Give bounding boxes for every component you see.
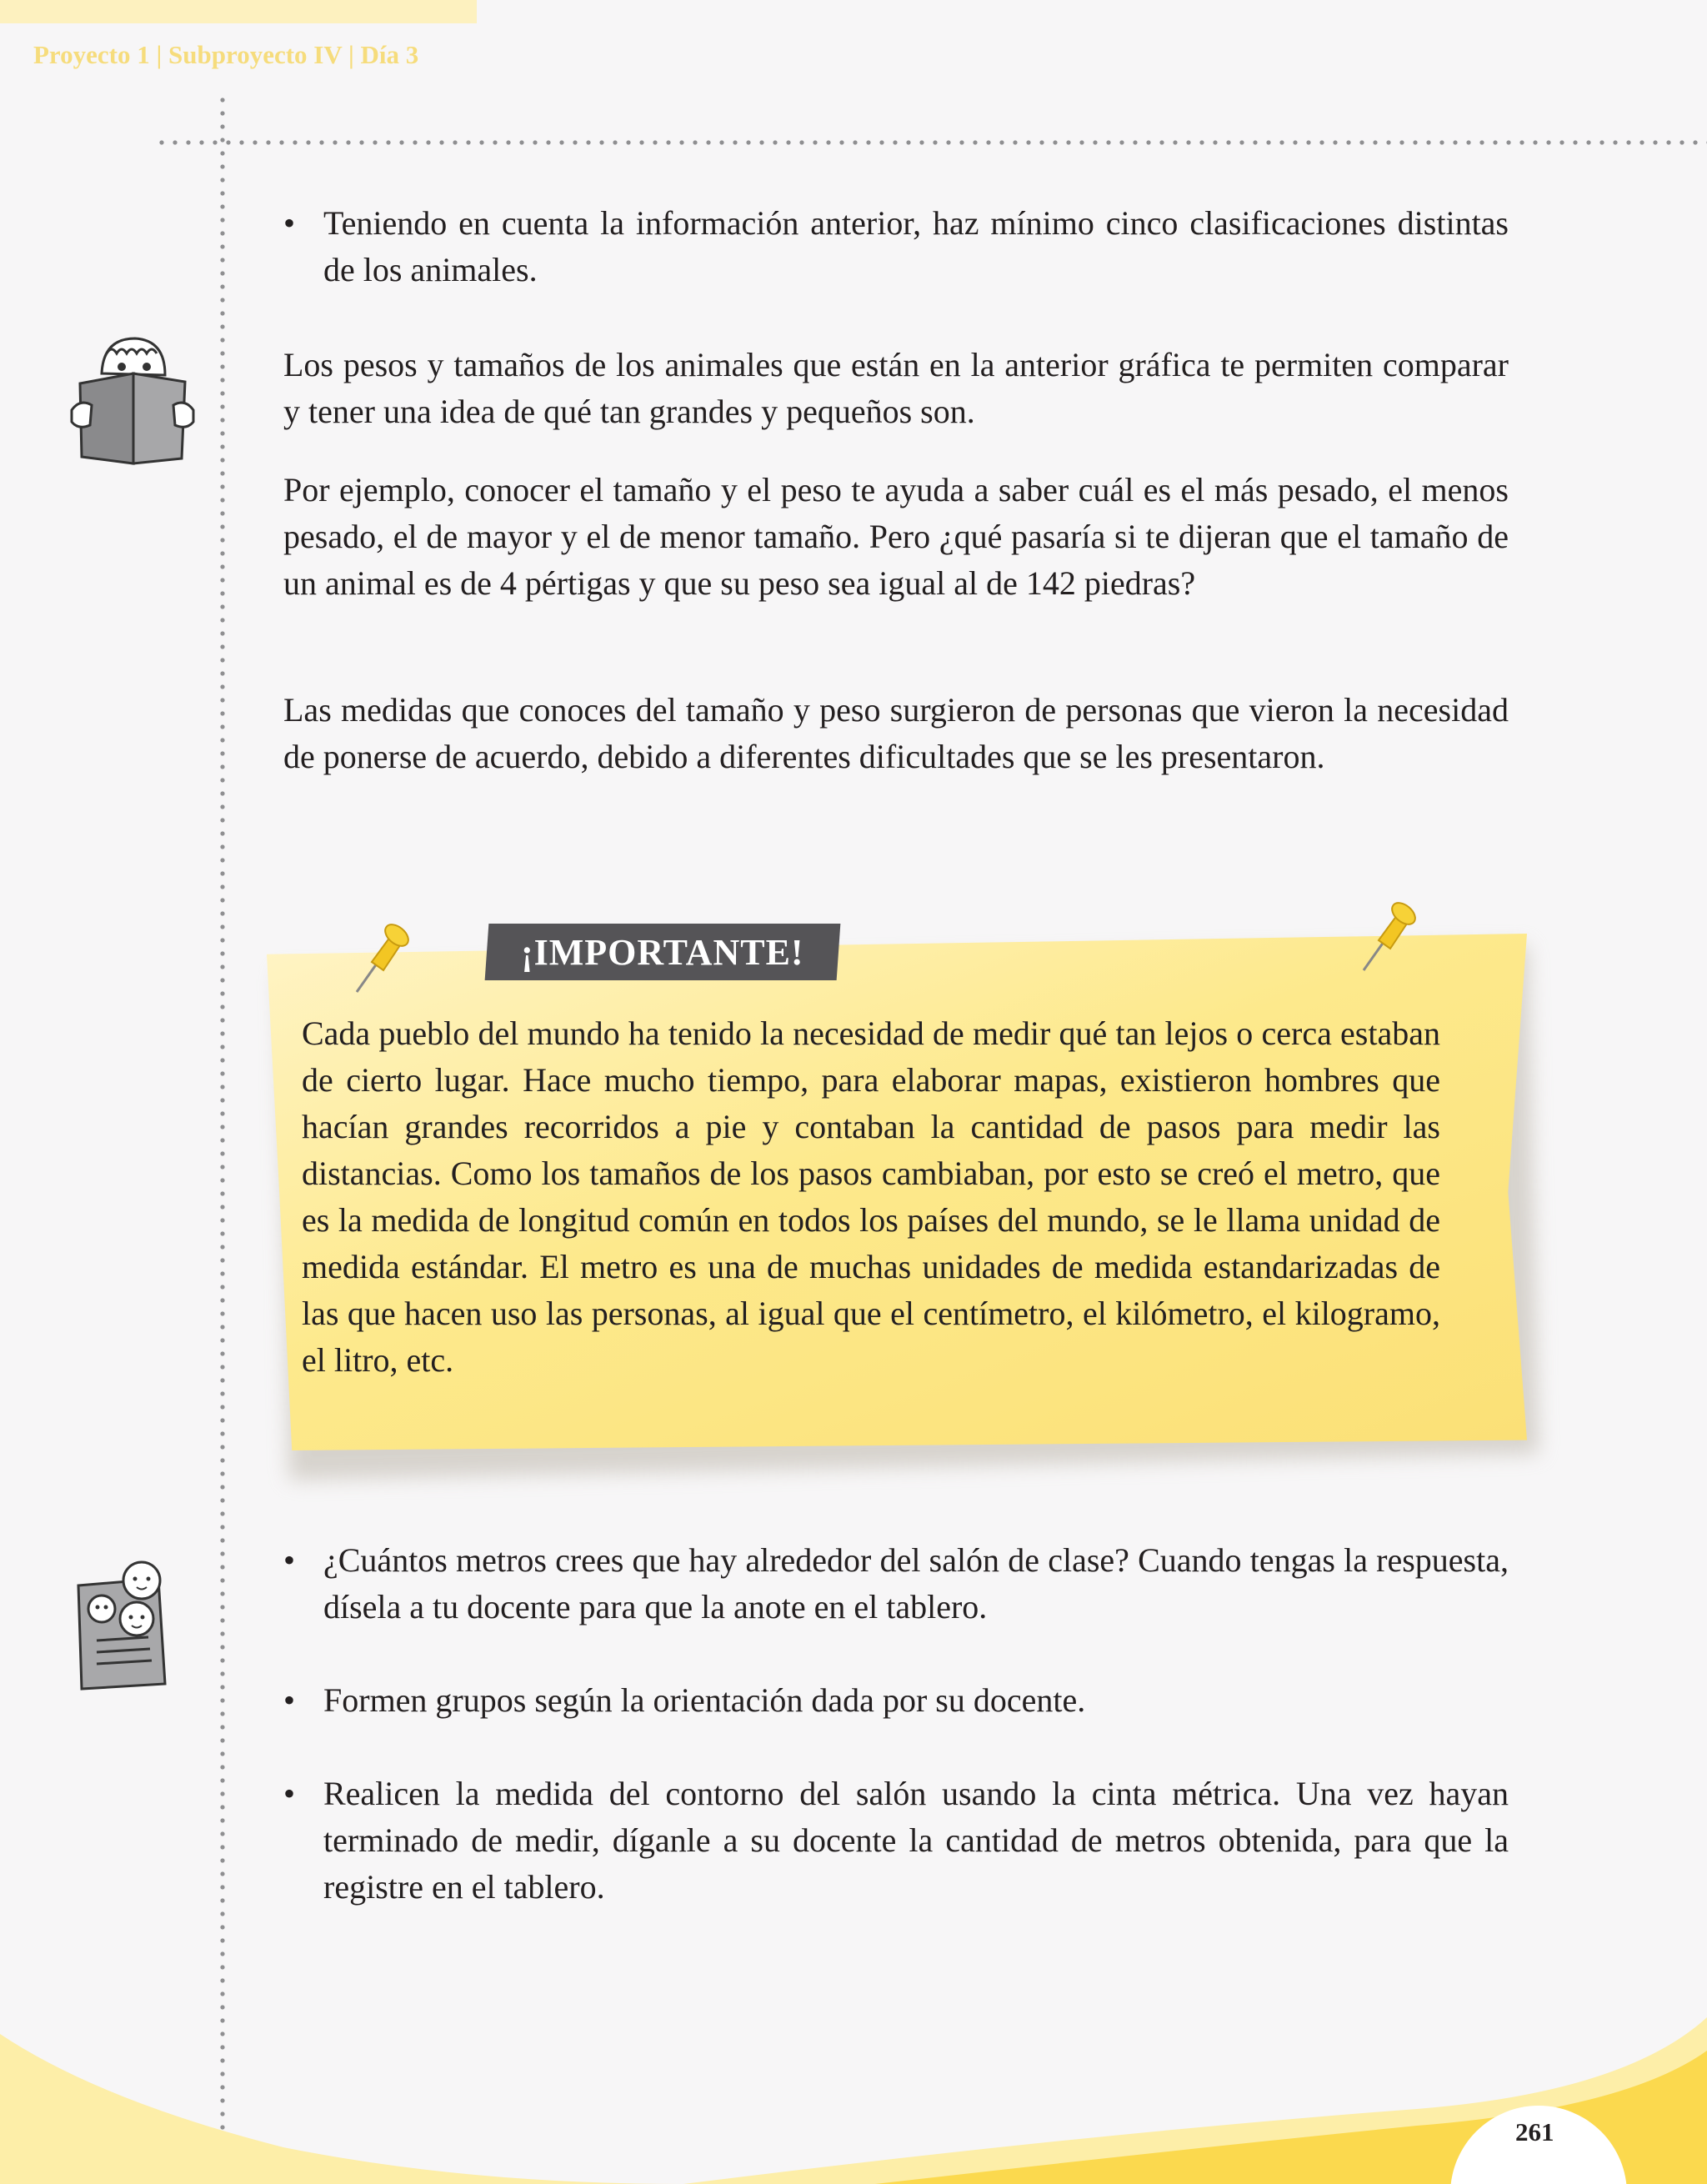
child-reading-book-icon	[70, 333, 195, 479]
important-label-text: ¡IMPORTANTE!	[521, 931, 804, 973]
paragraph-1: Los pesos y tamaños de los animales que están en la anterior gráfica te permiten comparar y tener una idea de qué tan grandes y pequeños son.	[283, 346, 1509, 430]
pushpin-icon	[1354, 899, 1420, 978]
children-group-document-icon	[72, 1549, 188, 1695]
horizontal-dotted-divider	[155, 140, 1707, 145]
vertical-dotted-divider	[220, 93, 225, 2184]
page-number: 261	[1515, 2117, 1554, 2146]
activity-bullet-1	[283, 1537, 1509, 1630]
activity-bullet-text: Formen grupos según la orientación dada por su docente.	[323, 1681, 1086, 1719]
activity-bullet-text: ¿Cuántos metros crees que hay alrededor del salón de clase? Cuando tengas la respuesta, dísela a tu docente para que la anote en el tablero.	[323, 1541, 1509, 1625]
breadcrumb: Proyecto 1 | Subproyecto IV | Día 3	[33, 40, 419, 69]
intro-bullet-text: Teniendo en cuenta la información anterior, haz mínimo cinco clasificaciones distintas de los animales.	[323, 204, 1509, 288]
top-decorative-band	[0, 0, 477, 23]
activity-bullet-2	[283, 1677, 1509, 1724]
paragraph-2: Por ejemplo, conocer el tamaño y el peso te ayuda a saber cuál es el más pesado, el menos pesado, el de mayor y el de menor tamaño. Pero ¿qué pasaría si te dijeran que el tamaño de un animal es de 4 pértigas y que su peso sea igual al de 142 piedras?	[283, 471, 1509, 602]
important-text: Cada pueblo del mundo ha tenido la necesidad de medir qué tan lejos o cerca estaban de cierto lugar. Hace mucho tiempo, para elaborar mapas, existieron hombres que hacían grandes recorridos a pie y contaban la cantidad de pasos para medir las distancias. Como los tamaños de los pasos cambiaban, por esto se creó el metro, que es la medida de longitud común en todos los países del mundo, se le llama unidad de medida estándar. El metro es una de muchas unidades de medida estandarizadas de las que hacen uso las personas, al igual que el centímetro, el kilómetro, el kilogramo, el litro, etc.	[302, 1014, 1440, 1379]
bullet-marker: •	[283, 1775, 296, 1812]
bullet-marker: •	[283, 1541, 296, 1579]
bullet-marker: •	[283, 204, 296, 242]
pushpin-icon	[347, 920, 413, 999]
bottom-wave-decoration	[0, 1984, 1707, 2184]
intro-bullet-item	[283, 200, 1509, 293]
bullet-marker: •	[283, 1681, 296, 1719]
activity-bullet-text: Realicen la medida del contorno del salón usando la cinta métrica. Una vez hayan terminado de medir, díganle a su docente la cantidad de metros obtenida, para que la registre en el tablero.	[323, 1775, 1509, 1906]
activity-bullet-3	[283, 1771, 1509, 1911]
important-label	[485, 924, 841, 980]
paragraph-3: Las medidas que conoces del tamaño y peso surgieron de personas que vieron la necesidad de ponerse de acuerdo, debido a diferentes dificultades que se les presentaron.	[283, 691, 1509, 775]
